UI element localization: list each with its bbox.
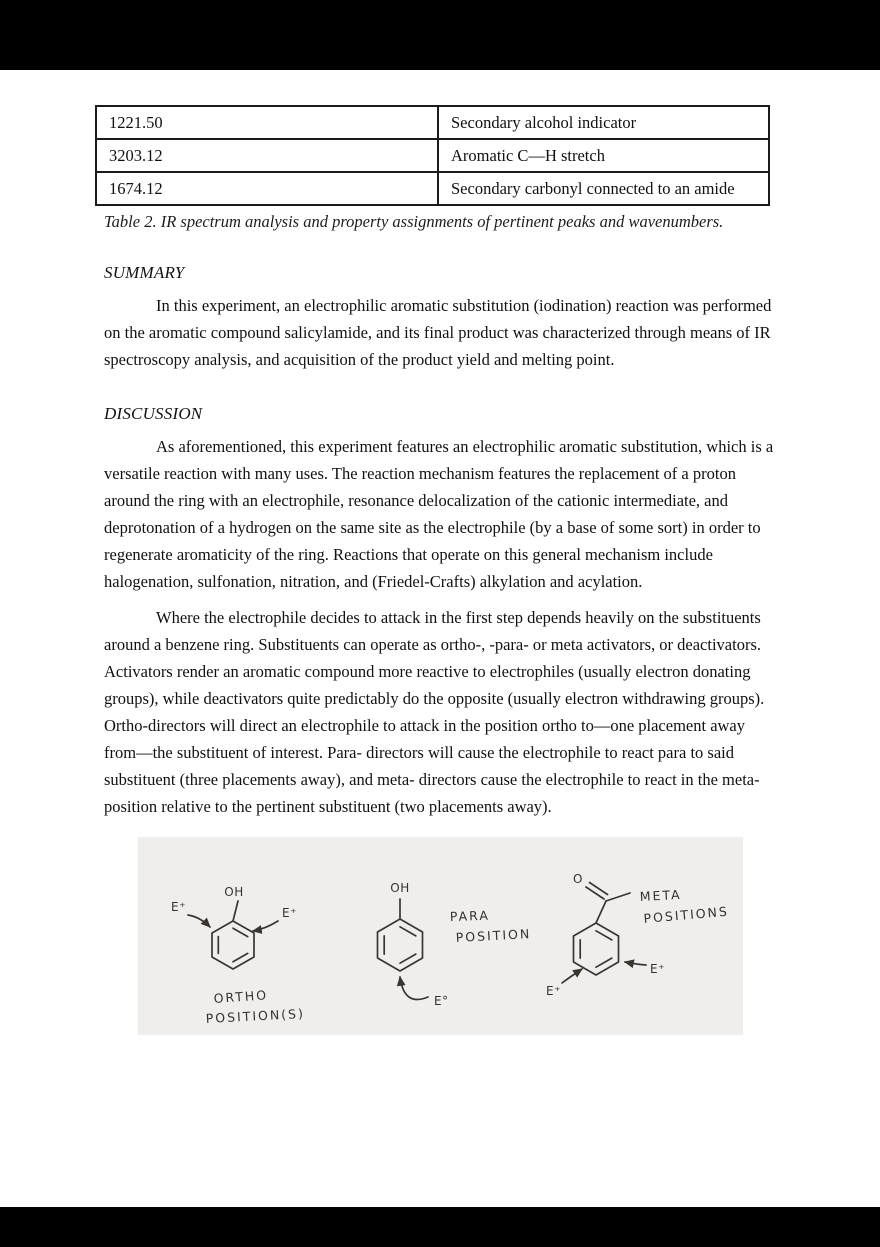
meta-position-caption-line2: POSITIONS	[642, 903, 730, 926]
page-content	[0, 70, 880, 1035]
ortho-electrophile-right-label: E⁺	[282, 906, 297, 920]
wavenumber-cell: 1221.50	[96, 106, 438, 139]
page-bottom-bar	[0, 1207, 880, 1247]
meta-electrophile-right-label: E⁺	[650, 962, 665, 976]
ortho-position-caption-line1: ORTHO	[213, 987, 269, 1006]
table-caption: Table 2. IR spectrum analysis and property assignments of pertinent peaks and wavenumbers.	[104, 212, 724, 231]
ir-spectrum-table	[95, 105, 770, 206]
meta-position-caption-line1: META	[639, 886, 683, 904]
summary-heading: SUMMARY	[104, 263, 185, 282]
summary-paragraph: In this experiment, an electrophilic aromatic substitution (iodination) reaction was performed on the aromatic compound salicylamide, and its final product was characterized through means of IR spectroscopy analysis, and acquisition of the product yield and melting point.	[104, 296, 772, 369]
para-position-caption-line2: POSITION	[455, 926, 532, 945]
hand-drawn-sketch	[138, 837, 743, 1035]
benzene-ring-meta	[574, 883, 631, 976]
ortho-electrophile-left-label: E⁺	[171, 900, 186, 914]
directing-effects-figure	[138, 837, 743, 1035]
ortho-position-caption-line2: POSITION(S)	[205, 1005, 306, 1026]
discussion-paragraph-1: As aforementioned, this experiment features an electrophilic aromatic substitution, which is a versatile reaction with many uses. The reaction mechanism features the replacement of a proton around the ring with an electrophile, resonance delocalization of the cationic intermediate, and deprotonation of a hydrogen on the same site as the electrophile (by a base of some sort) in order to regenerate aromaticity of the ring. Reactions that operate on this general mechanism include halogenation, sulfonation, nitration, and (Friedel-Crafts) alkylation and acylation.	[104, 437, 774, 591]
meta-electrophile-left-label: E⁺	[546, 984, 561, 998]
para-position-caption-line1: PARA	[449, 907, 491, 924]
assignment-cell: Aromatic C—H stretch	[438, 139, 769, 172]
para-oh-label: OH	[390, 881, 410, 895]
wavenumber-cell: 1674.12	[96, 172, 438, 205]
ortho-attack-arrow-right-icon	[253, 921, 278, 931]
para-attack-arrow-icon	[400, 977, 428, 1000]
benzene-ring-ortho	[212, 901, 254, 969]
wavenumber-cell: 3203.12	[96, 139, 438, 172]
ortho-attack-arrow-left-icon	[188, 915, 210, 927]
table-row	[96, 106, 769, 139]
benzene-ring-para	[378, 899, 423, 971]
discussion-heading: DISCUSSION	[104, 404, 203, 423]
ortho-oh-label: OH	[224, 885, 244, 899]
assignment-cell: Secondary carbonyl connected to an amide	[438, 172, 769, 205]
discussion-paragraph-2: Where the electrophile decides to attack in the first step depends heavily on the substituents around a benzene ring. Substituents can operate as ortho-, -para- or meta activators, or deactivators. Activators render an aromatic compound more reactive to electrophiles (usually electron donating groups), while deactivators quite predictably do the opposite (usually electron withdrawing groups). Ortho-directors will direct an electrophile to attack in the position ortho to—one placement away from—the substituent of interest. Para- directors will cause the electrophile to react para to said substituent (three placements away), and meta- directors cause the electrophile to react in the meta- position relative to the pertinent substituent (two placements away).	[104, 608, 765, 816]
table-row	[96, 139, 769, 172]
table-row	[96, 172, 769, 205]
meta-carbonyl-o-label: O	[573, 872, 583, 886]
assignment-cell: Secondary alcohol indicator	[438, 106, 769, 139]
page-top-bar	[0, 0, 880, 70]
page-body	[0, 70, 880, 1207]
meta-attack-arrow-right-icon	[625, 962, 646, 965]
para-electrophile-label: E°	[434, 994, 449, 1008]
meta-attack-arrow-left-icon	[562, 969, 582, 983]
